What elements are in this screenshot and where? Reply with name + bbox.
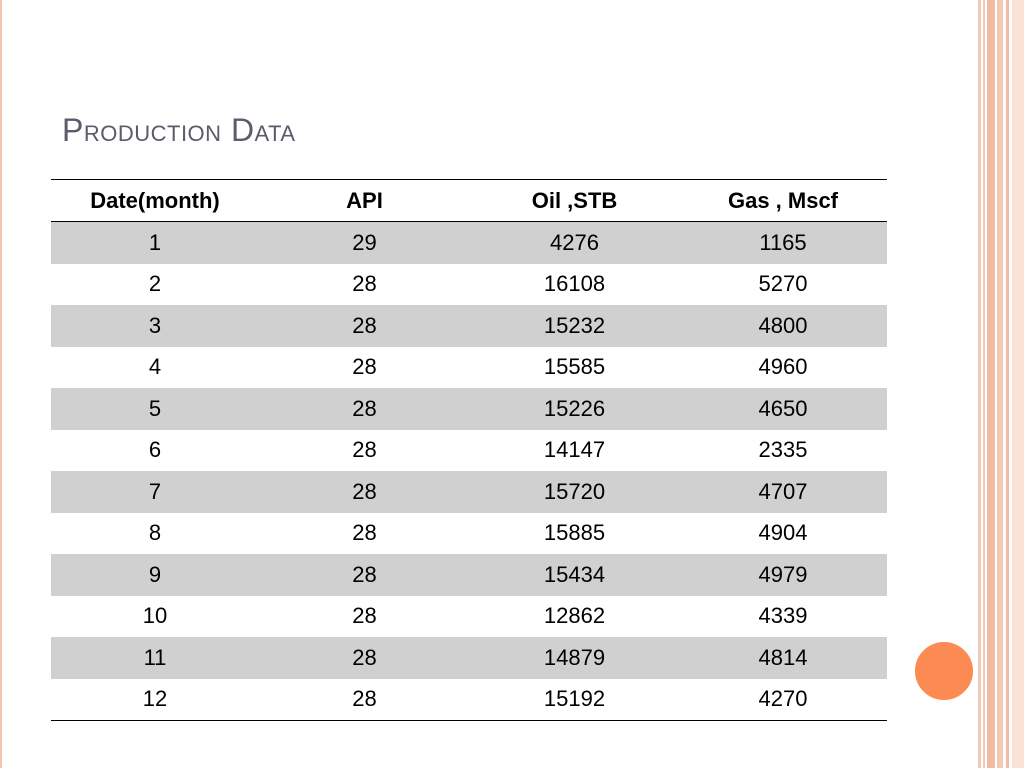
cell-oil-stb: 15720 (470, 471, 679, 513)
table-row (51, 637, 887, 679)
cell-gas-mscf: 4979 (679, 554, 887, 596)
cell-gas-mscf: 4707 (679, 471, 887, 513)
decorative-stripe (997, 0, 1003, 768)
cell-api: 28 (259, 679, 470, 721)
slide-title: Production Data (62, 112, 296, 148)
cell-date-month: 6 (148, 437, 162, 463)
table-row (51, 222, 887, 264)
cell-oil-stb: 16108 (543, 271, 606, 297)
table-row (51, 264, 887, 306)
decorative-circle (913, 640, 975, 702)
cell-date-month: 1 (51, 222, 259, 264)
table-row (51, 596, 887, 638)
cell-api: 28 (352, 520, 377, 546)
production-data-table (51, 179, 887, 721)
cell-api: 28 (352, 271, 377, 297)
cell-oil-stb: 14879 (470, 637, 679, 679)
table-body (51, 222, 887, 721)
cell-api: 28 (352, 437, 377, 463)
cell-gas-mscf: 4270 (679, 679, 887, 721)
decorative-stripe (1006, 0, 1009, 768)
cell-gas-mscf: 4800 (679, 305, 887, 347)
header-api: API (259, 180, 470, 222)
table-row (51, 347, 887, 389)
cell-api: 28 (259, 388, 470, 430)
table-row (51, 554, 887, 596)
cell-date-month: 11 (51, 637, 259, 679)
table-header-row (51, 180, 887, 222)
cell-date-month: 5 (51, 388, 259, 430)
cell-gas-mscf: 2335 (758, 437, 808, 463)
cell-gas-mscf: 4650 (679, 388, 887, 430)
cell-date-month: 9 (51, 554, 259, 596)
cell-gas-mscf: 4339 (758, 603, 808, 629)
cell-date-month: 12 (51, 679, 259, 721)
table-row (51, 471, 887, 513)
cell-oil-stb: 4276 (470, 222, 679, 264)
cell-api: 28 (259, 554, 470, 596)
table-row (51, 388, 887, 430)
cell-gas-mscf: 4960 (758, 354, 808, 380)
table-row (51, 430, 887, 472)
cell-api: 28 (259, 305, 470, 347)
decorative-stripe (987, 0, 995, 768)
cell-date-month: 8 (148, 520, 162, 546)
decorative-stripe (978, 0, 981, 768)
cell-date-month: 2 (148, 271, 162, 297)
cell-date-month: 7 (51, 471, 259, 513)
cell-oil-stb: 14147 (543, 437, 606, 463)
cell-gas-mscf: 5270 (758, 271, 808, 297)
cell-gas-mscf: 4814 (679, 637, 887, 679)
cell-date-month: 3 (51, 305, 259, 347)
table-row (51, 305, 887, 347)
left-border-line (0, 0, 2, 768)
table-row (51, 513, 887, 555)
cell-oil-stb: 15885 (543, 520, 606, 546)
cell-date-month: 10 (142, 603, 168, 629)
cell-oil-stb: 15226 (470, 388, 679, 430)
cell-oil-stb: 15434 (470, 554, 679, 596)
header-gas-mscf: Gas , Mscf (679, 180, 887, 222)
header-oil-stb: Oil ,STB (470, 180, 679, 222)
decorative-stripe (983, 0, 985, 768)
cell-gas-mscf: 4904 (758, 520, 808, 546)
cell-oil-stb: 15585 (543, 354, 606, 380)
cell-api: 28 (352, 603, 377, 629)
cell-date-month: 4 (148, 354, 162, 380)
header-date-month: Date(month) (51, 180, 259, 222)
cell-api: 28 (259, 471, 470, 513)
cell-oil-stb: 15232 (470, 305, 679, 347)
cell-api: 28 (259, 637, 470, 679)
cell-gas-mscf: 1165 (679, 222, 887, 264)
cell-oil-stb: 15192 (470, 679, 679, 721)
table-row (51, 679, 887, 721)
decorative-stripe (1012, 0, 1024, 768)
cell-api: 29 (259, 222, 470, 264)
cell-oil-stb: 12862 (543, 603, 606, 629)
cell-api: 28 (352, 354, 377, 380)
